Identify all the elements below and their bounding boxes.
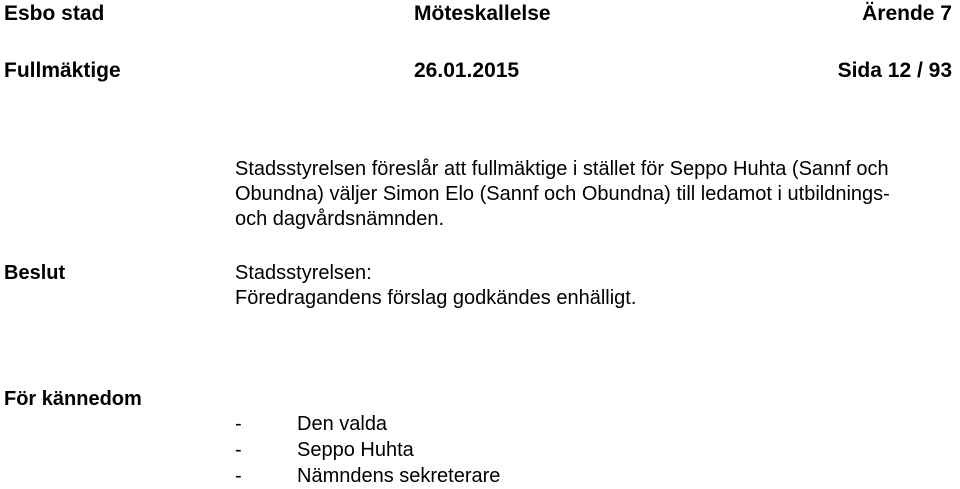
recipient-name: Den valda <box>297 413 388 435</box>
document-type: Möteskallelse <box>414 2 551 25</box>
proposal-line: Stadsstyrelsen föreslår att fullmäktige i stället för Seppo Huhta (Sannf och <box>235 158 889 180</box>
decision-paragraph <box>235 261 957 311</box>
agenda-item-number: Ärende 7 <box>862 2 952 25</box>
decision-line: Stadsstyrelsen: <box>235 262 372 284</box>
list-dash: - <box>235 465 242 487</box>
municipality-name: Esbo stad <box>4 2 105 25</box>
list-item <box>235 437 500 463</box>
page-number: Sida 12 / 93 <box>837 59 952 82</box>
recipient-list <box>235 411 500 489</box>
list-dash: - <box>235 413 242 435</box>
for-information-label: För kännedom <box>4 388 142 410</box>
decision-label: Beslut <box>4 262 66 284</box>
list-item <box>235 411 500 437</box>
meeting-date: 26.01.2015 <box>414 59 520 82</box>
recipient-name: Seppo Huhta <box>297 439 414 461</box>
proposal-paragraph <box>235 157 957 232</box>
proposal-line: Obundna) väljer Simon Elo (Sannf och Obundna) till ledamot i utbildnings- <box>235 183 890 205</box>
decision-line: Föredragandens förslag godkändes enhälligt. <box>235 287 637 309</box>
decision-body: Fullmäktige <box>4 59 121 82</box>
proposal-line: och dagvårdsnämnden. <box>235 208 445 230</box>
list-item <box>235 463 500 489</box>
recipient-name: Nämndens sekreterare <box>297 465 501 487</box>
list-dash: - <box>235 439 242 461</box>
